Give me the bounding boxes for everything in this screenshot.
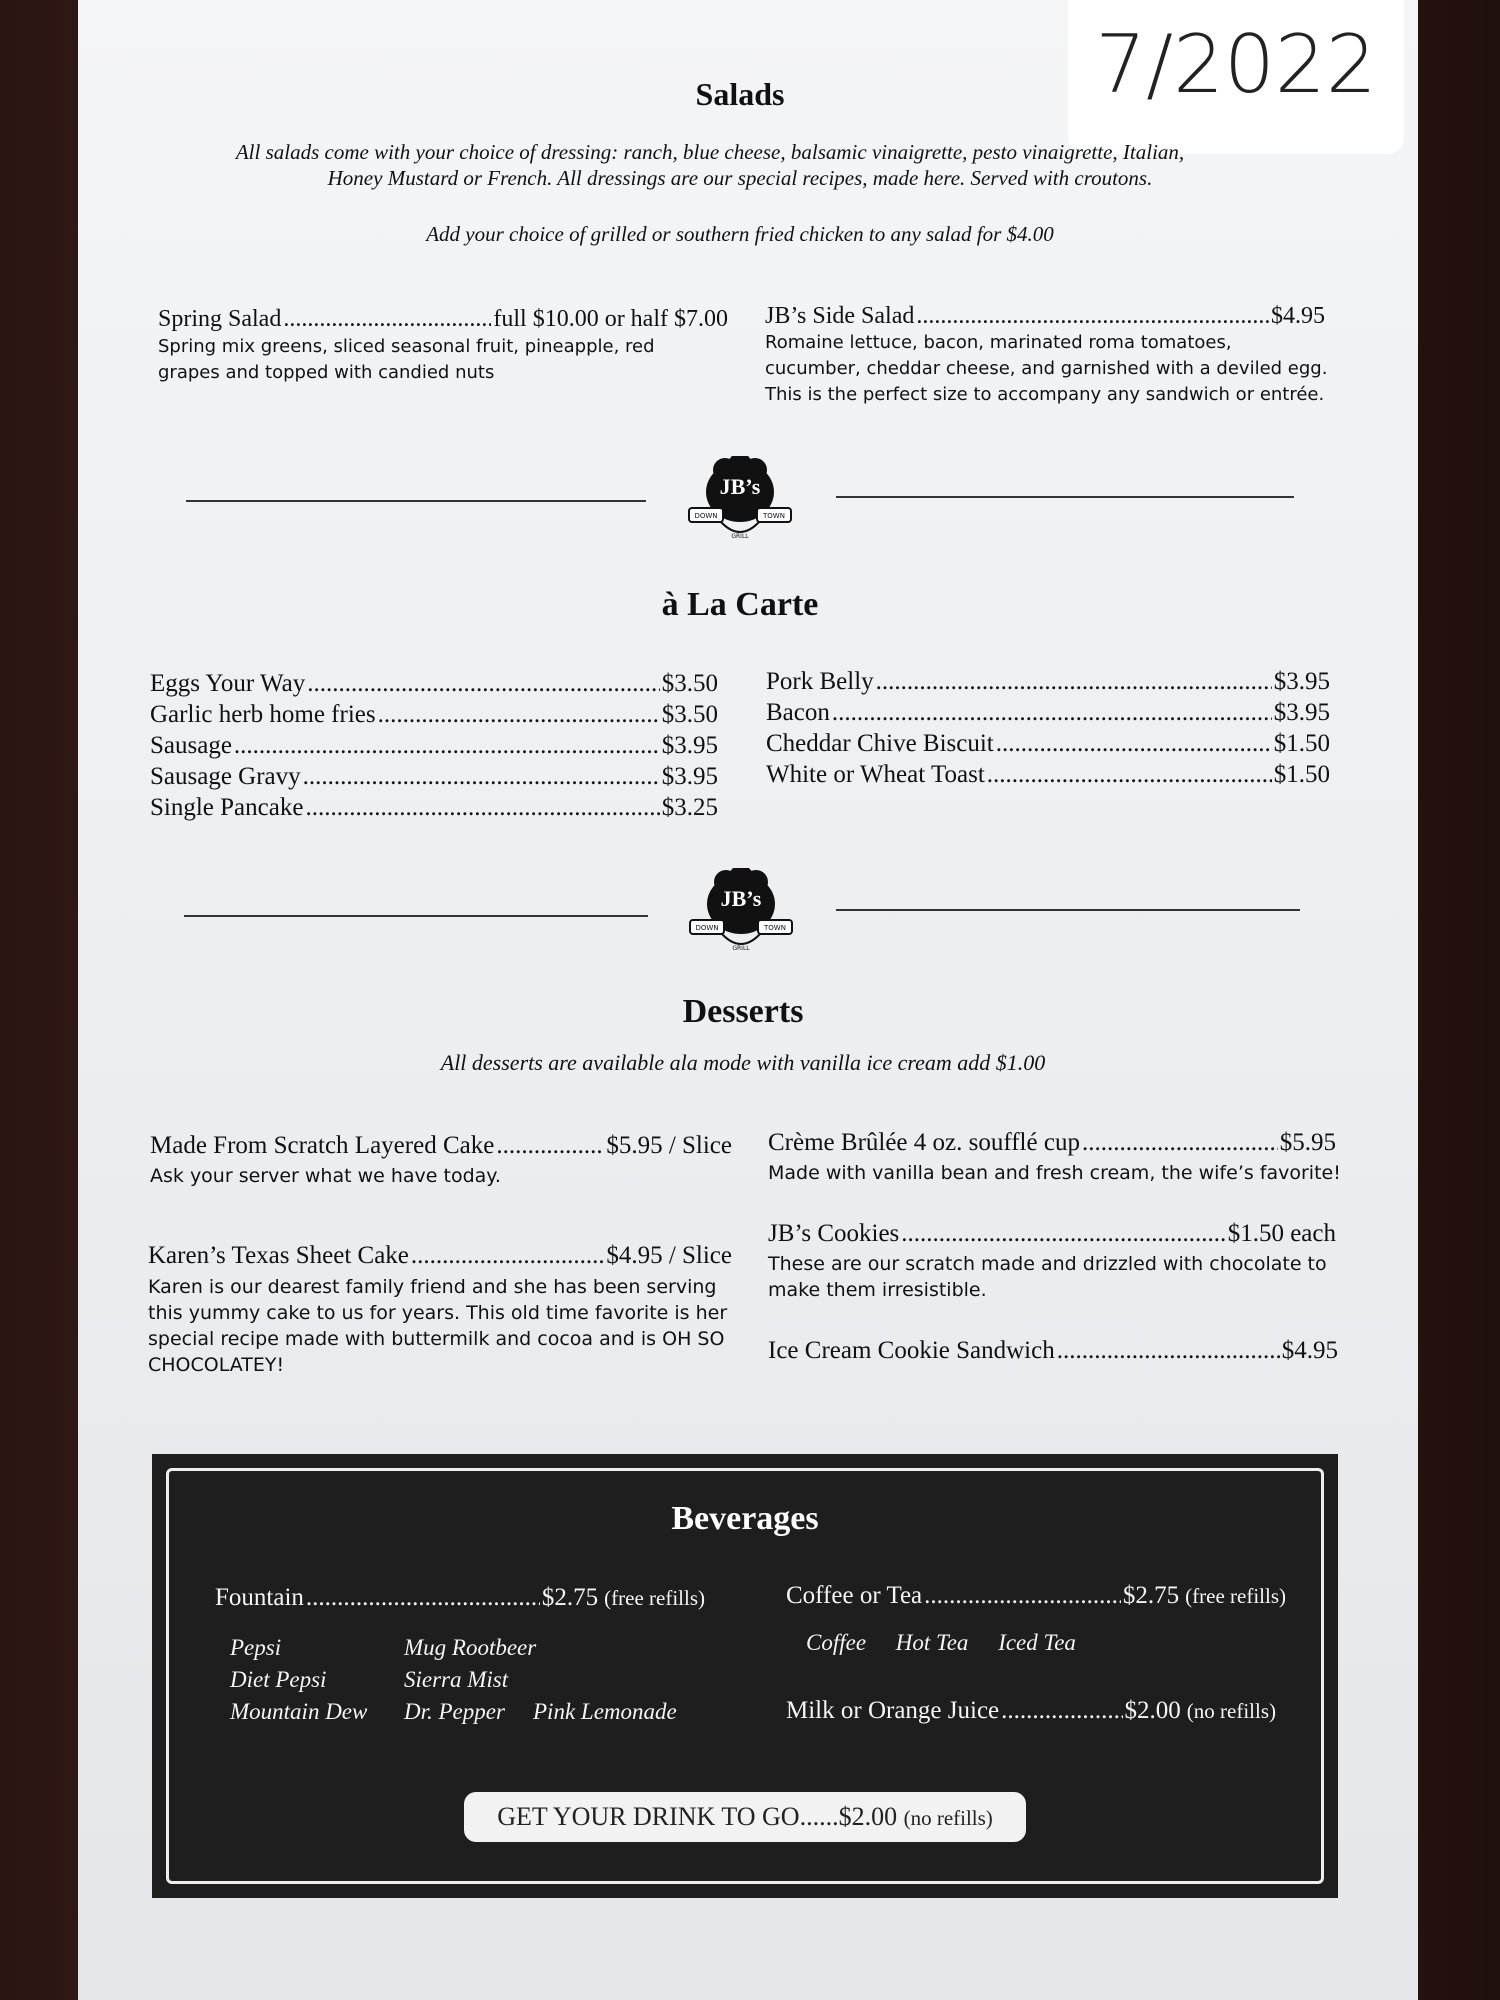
sheet-cake-price: $4.95 / Slice <box>606 1242 732 1269</box>
salads-note-1: All salads come with your choice of dressing: ranch, blue cheese, balsamic vinaigrette, pesto vinaigrette, Italian, <box>235 140 1185 164</box>
milk-price: $2.00 <box>1124 1697 1181 1724</box>
date-badge: 7/2022 <box>1068 0 1404 154</box>
layered-cake-row <box>150 1132 732 1160</box>
leader-dots <box>996 728 1272 759</box>
sheet-cake-desc-3: special recipe made with buttermilk and cocoa and is OH SO <box>148 1328 725 1350</box>
fountain-item: Dr. Pepper <box>404 1699 505 1724</box>
leader-dots <box>924 1582 1121 1610</box>
side-salad-desc-1: Romaine lettuce, bacon, marinated roma tomatoes, <box>765 332 1232 353</box>
menu-item-name: Garlic herb home fries <box>150 701 376 728</box>
fountain-name: Fountain <box>215 1584 304 1611</box>
menu-item-name: Sausage <box>150 732 232 759</box>
milk-row <box>786 1697 1276 1725</box>
cookie-sandwich-name: Ice Cream Cookie Sandwich <box>768 1337 1055 1364</box>
cookies-desc-2: make them irresistible. <box>768 1279 987 1301</box>
spring-salad-desc-2: grapes and topped with candied nuts <box>158 362 495 383</box>
divider-line-left <box>184 915 648 917</box>
leader-dots <box>1082 1129 1278 1157</box>
menu-item-name: Cheddar Chive Biscuit <box>766 730 994 757</box>
milk-refill-note: (no refills) <box>1186 1699 1276 1723</box>
menu-item-row <box>150 699 718 730</box>
layered-cake-desc: Ask your server what we have today. <box>150 1165 501 1187</box>
svg-text:GRILL: GRILL <box>732 945 750 952</box>
svg-text:TOWN: TOWN <box>763 512 785 520</box>
fountain-item: Mountain Dew <box>230 1699 368 1724</box>
layered-cake-name: Made From Scratch Layered Cake <box>150 1132 495 1159</box>
side-salad-name: JB’s Side Salad <box>765 303 915 329</box>
jbs-logo <box>685 456 795 546</box>
cookie-sandwich-row <box>768 1337 1338 1365</box>
fountain-item: Mug Rootbeer <box>404 1635 537 1660</box>
to-go-note: (no refills) <box>903 1806 993 1830</box>
sheet-cake-row <box>148 1242 732 1270</box>
menu-item-row <box>150 668 718 699</box>
leader-dots <box>306 1584 540 1612</box>
divider-line-right <box>836 909 1300 911</box>
leader-dots <box>283 306 491 333</box>
svg-text:TOWN: TOWN <box>764 924 786 932</box>
svg-text:DOWN: DOWN <box>694 512 718 520</box>
menu-item-name: Single Pancake <box>150 794 304 821</box>
fountain-item: Pepsi <box>230 1635 282 1660</box>
cookie-sandwich-price: $4.95 <box>1281 1337 1338 1364</box>
creme-brulee-desc: Made with vanilla bean and fresh cream, the wife’s favorite! <box>768 1162 1341 1184</box>
beverages-title: Beverages <box>671 1500 819 1537</box>
leader-dots <box>901 1220 1225 1248</box>
side-salad-desc-2: cucumber, cheddar cheese, and garnished with a deviled egg. <box>765 358 1328 379</box>
menu-item-row <box>150 792 718 823</box>
sheet-cake-desc-1: Karen is our dearest family friend and she has been serving <box>148 1276 717 1298</box>
side-salad-desc-3: This is the perfect size to accompany any sandwich or entrée. <box>765 384 1325 405</box>
beverages-panel <box>152 1454 1338 1898</box>
alacarte-right-list <box>766 666 1330 790</box>
leader-dots <box>303 761 660 792</box>
leader-dots <box>378 699 660 730</box>
drink-to-go-banner: GET YOUR DRINK TO GO......$2.00 (no refills) <box>464 1792 1026 1842</box>
fountain-item: Sierra Mist <box>404 1667 509 1692</box>
leader-dots <box>496 1132 604 1160</box>
leader-dots <box>307 668 660 699</box>
cookies-price: $1.50 each <box>1227 1220 1336 1247</box>
leader-dots <box>305 792 659 823</box>
cookies-row <box>768 1220 1336 1248</box>
menu-item-name: White or Wheat Toast <box>766 761 985 788</box>
sheet-cake-desc-2: this yummy cake to us for years. This old time favorite is her <box>148 1302 728 1324</box>
salads-note-3: Add your choice of grilled or southern fried chicken to any salad for $4.00 <box>426 222 1054 246</box>
creme-brulee-price: $5.95 <box>1279 1129 1336 1156</box>
menu-item-price: $1.50 <box>1273 761 1330 788</box>
creme-brulee-row <box>768 1129 1336 1157</box>
menu-item-row <box>766 759 1330 790</box>
coffee-price: $2.75 <box>1122 1582 1180 1609</box>
cookies-desc-1: These are our scratch made and drizzled with chocolate to <box>768 1253 1327 1275</box>
side-salad-row <box>765 303 1325 330</box>
menu-item-name: Eggs Your Way <box>150 670 306 697</box>
coffee-option: Hot Tea <box>895 1630 969 1655</box>
sheet-cake-name: Karen’s Texas Sheet Cake <box>148 1242 409 1269</box>
svg-text:JB’s: JB’s <box>719 474 761 499</box>
menu-item-name: Bacon <box>766 699 830 726</box>
divider-line-right <box>836 496 1294 498</box>
alacarte-left-list <box>150 668 718 823</box>
menu-item-row <box>150 730 718 761</box>
fountain-price: $2.75 <box>541 1584 599 1611</box>
coffee-options <box>806 1630 1076 1656</box>
menu-item-price: $3.50 <box>661 670 718 697</box>
coffee-option: Coffee <box>806 1630 867 1655</box>
menu-item-row <box>766 666 1330 697</box>
salads-note-2: Honey Mustard or French. All dressings are our special recipes, made here. Served with croutons. <box>327 166 1153 190</box>
to-go-label: GET YOUR DRINK TO GO <box>497 1802 800 1831</box>
menu-item-price: $3.50 <box>661 701 718 728</box>
divider-line-left <box>186 500 646 502</box>
leader-dots <box>1057 1337 1280 1365</box>
leader-dots <box>832 697 1272 728</box>
svg-text:DOWN: DOWN <box>695 924 719 932</box>
spring-salad-price: full $10.00 or half $7.00 <box>493 306 728 332</box>
fountain-col-2 <box>404 1632 536 1728</box>
leader-dots <box>1001 1697 1122 1725</box>
fountain-row <box>215 1584 705 1612</box>
desserts-note: All desserts are available ala mode with vanilla ice cream add $1.00 <box>440 1050 1046 1075</box>
menu-item-price: $1.50 <box>1273 730 1330 757</box>
menu-item-row <box>766 728 1330 759</box>
coffee-refill-note: (free refills) <box>1185 1584 1286 1608</box>
fountain-item: Pink Lemonade <box>533 1699 677 1724</box>
svg-text:JB’s: JB’s <box>720 886 762 911</box>
leader-dots <box>987 759 1272 790</box>
coffee-option: Iced Tea <box>998 1630 1076 1655</box>
menu-item-price: $3.95 <box>1273 668 1330 695</box>
leader-dots <box>876 666 1272 697</box>
menu-item-price: $3.95 <box>661 763 718 790</box>
fountain-item: Diet Pepsi <box>230 1667 327 1692</box>
alacarte-title: à La Carte <box>661 586 819 623</box>
spring-salad-name: Spring Salad <box>158 306 282 332</box>
jbs-logo <box>686 868 796 958</box>
creme-brulee-name: Crème Brûlée 4 oz. soufflé cup <box>768 1129 1080 1156</box>
layered-cake-price: $5.95 / Slice <box>606 1132 732 1159</box>
fountain-refill-note: (free refills) <box>604 1586 705 1610</box>
cookies-name: JB’s Cookies <box>768 1220 900 1247</box>
leader-dots <box>411 1242 604 1270</box>
spring-salad-row <box>158 306 728 333</box>
side-salad-price: $4.95 <box>1271 303 1325 329</box>
menu-item-name: Pork Belly <box>766 668 874 695</box>
menu-item-price: $3.25 <box>661 794 718 821</box>
menu-item-row <box>766 697 1330 728</box>
coffee-row <box>786 1582 1286 1610</box>
to-go-price: $2.00 <box>838 1802 898 1831</box>
desserts-title: Desserts <box>682 993 804 1030</box>
menu-item-price: $3.95 <box>661 732 718 759</box>
spring-salad-desc-1: Spring mix greens, sliced seasonal fruit, pineapple, red <box>158 336 655 357</box>
leader-dots <box>916 303 1269 330</box>
menu-item-price: $3.95 <box>1273 699 1330 726</box>
fountain-col-1 <box>230 1632 367 1728</box>
svg-text:GRILL: GRILL <box>731 533 749 540</box>
sheet-cake-desc-4: CHOCOLATEY! <box>148 1354 285 1376</box>
milk-name: Milk or Orange Juice <box>786 1697 1000 1724</box>
coffee-name: Coffee or Tea <box>786 1582 923 1609</box>
leader-dots <box>234 730 660 761</box>
salads-title: Salads <box>695 76 785 112</box>
menu-item-row <box>150 761 718 792</box>
menu-item-name: Sausage Gravy <box>150 763 301 790</box>
